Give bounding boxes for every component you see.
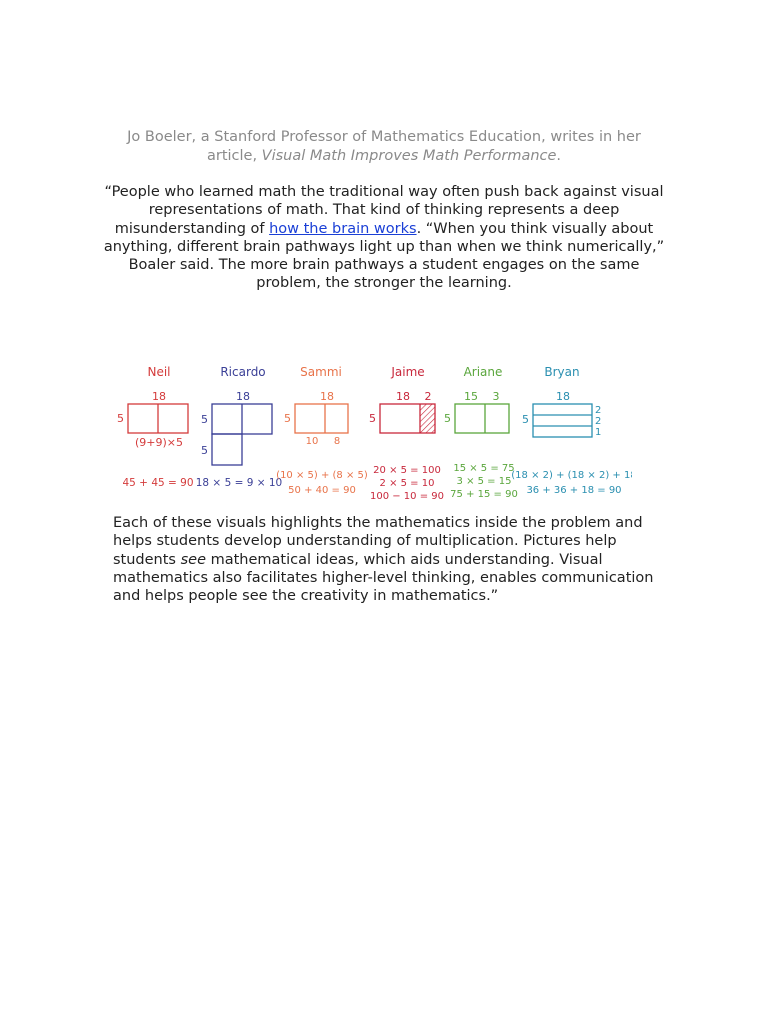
student-name-neil: Neil: [147, 365, 171, 379]
ariane-dim-side: 5: [444, 412, 451, 425]
bryan-dim-right-3: 1: [595, 427, 602, 438]
ariane-dim-top-2: 3: [492, 390, 500, 403]
ariane-equation-3: 75 + 15 = 90: [450, 489, 518, 500]
student-name-ariane: Ariane: [463, 365, 503, 379]
jaime-equation-1: 20 × 5 = 100: [373, 465, 441, 476]
figure-svg: [112, 356, 632, 506]
student-ricardo: [196, 365, 283, 489]
para2-part-2: mathematical ideas, which aids understanding. Visual mathematics also facilitates higher-level thinking, enables communication and helps people see the creativity in mathematics.”: [113, 551, 654, 605]
bryan-dim-side: 5: [522, 413, 529, 426]
student-jaime: [369, 365, 444, 502]
neil-dim-side: 5: [117, 412, 124, 425]
student-name-sammi: Sammi: [300, 365, 342, 379]
ricardo-dim-side-1: 5: [201, 413, 208, 426]
ricardo-equation-1: 18 × 5 = 9 × 10: [195, 477, 283, 489]
sammi-dim-top: 18: [320, 390, 334, 403]
jaime-hatched-region: [420, 404, 435, 433]
intro-suffix: .: [556, 148, 562, 164]
student-sammi: [276, 365, 368, 496]
bryan-equation-2: 36 + 36 + 18 = 90: [526, 485, 622, 496]
student-name-ricardo: Ricardo: [220, 365, 266, 379]
sammi-equation-1: (10 × 5) + (8 × 5): [276, 470, 368, 481]
brain-works-link[interactable]: how the brain works: [269, 220, 417, 237]
ariane-rectangle: [455, 404, 509, 433]
student-name-jaime: Jaime: [391, 365, 425, 379]
jaime-dim-side: 5: [369, 412, 376, 425]
ariane-dim-top-1: 15: [464, 390, 478, 403]
jaime-equation-3: 100 − 10 = 90: [369, 491, 445, 502]
sammi-equation-2: 50 + 40 = 90: [288, 485, 356, 496]
jaime-dim-top-1: 18: [396, 390, 410, 403]
bryan-dim-right-2: 2: [595, 416, 602, 427]
quote-paragraph: [100, 183, 668, 293]
student-name-bryan: Bryan: [544, 365, 580, 379]
ricardo-dim-top: 18: [236, 390, 250, 403]
jaime-dim-top-2: 2: [424, 390, 432, 403]
bryan-equation-1: (18 × 2) + (18 × 2) + 18: [511, 470, 632, 481]
ricardo-rect-bottom: [212, 434, 242, 465]
intro-prefix: article,: [206, 148, 262, 164]
jaime-equation-2: 2 × 5 = 10: [379, 478, 435, 489]
ariane-equation-1: 15 × 5 = 75: [453, 463, 515, 474]
neil-dim-top: 18: [152, 390, 166, 403]
neil-dim-bottom: (9+9)×5: [134, 436, 184, 449]
sammi-dim-bottom-1: 10: [305, 436, 319, 447]
ariane-equation-2: 3 × 5 = 15: [456, 476, 512, 487]
student-neil: [117, 365, 194, 489]
bryan-dim-right-1: 2: [595, 405, 602, 416]
quote-part-1: “People who learned math the traditional way often push back against visual representations of math. That kind of thinking represents a deep misunderstanding of: [104, 184, 664, 237]
bryan-dim-top: 18: [556, 390, 570, 403]
article-title: Visual Math Improves Math Performance: [261, 148, 557, 164]
multiplication-visuals-figure: [112, 356, 632, 506]
neil-equation-1: 45 + 45 = 90: [122, 477, 194, 489]
student-ariane: [444, 365, 518, 500]
bryan-rectangle: [533, 404, 592, 437]
quote-part-2: . “When you think visually about anything, different brain pathways light up than when we think numerically,” Boaler said. The more brain pathways a student engages on the same problem, the stronger the learning.: [103, 220, 665, 292]
intro-line-1: Jo Boeler, a Stanford Professor of Mathematics Education, writes in her: [127, 129, 641, 145]
para2-part-1: Each of these visuals highlights the mathematics inside the problem and helps students develop understanding of multiplication. Pictures help students: [113, 515, 643, 568]
para2-italic-see: see: [180, 551, 206, 568]
ricardo-dim-side-2: 5: [201, 444, 208, 457]
sammi-dim-bottom-2: 8: [333, 436, 341, 447]
sammi-dim-side: 5: [284, 412, 291, 425]
sammi-rectangle: [295, 404, 348, 433]
student-bryan: [511, 365, 632, 496]
intro-text: [96, 128, 672, 166]
explanation-paragraph: [113, 514, 673, 605]
